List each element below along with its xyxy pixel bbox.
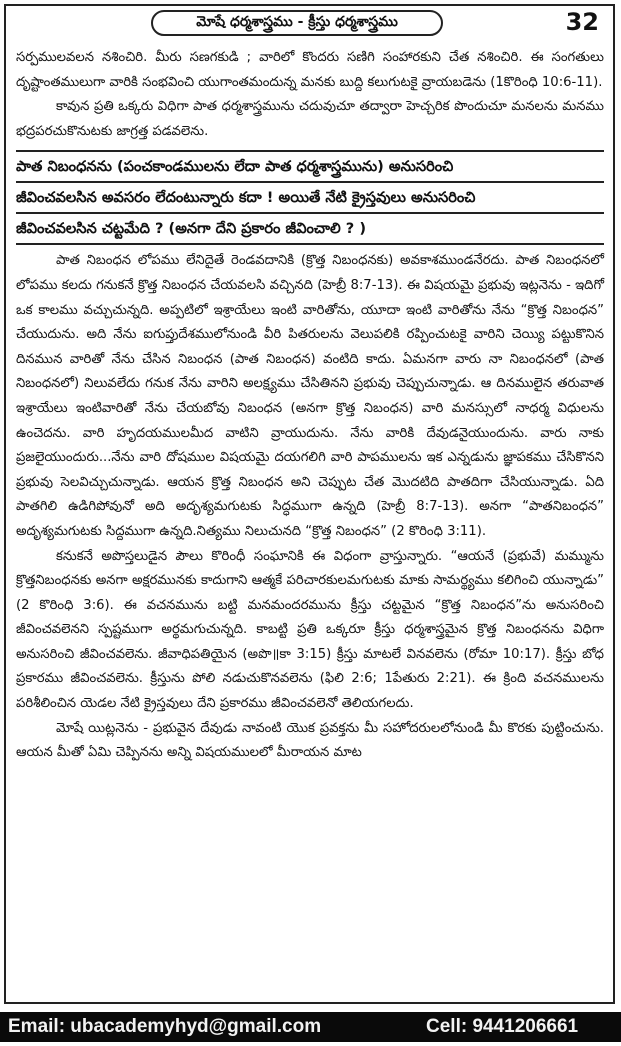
footer-email: Email: ubacademyhyd@gmail.com bbox=[8, 1016, 322, 1037]
highlight-question bbox=[16, 150, 604, 245]
page-number: 32 bbox=[565, 8, 599, 36]
page-header bbox=[6, 6, 613, 38]
document-page bbox=[4, 4, 615, 1004]
contact-footer bbox=[0, 1012, 621, 1042]
footer-cell: Cell: 9441206661 bbox=[426, 1016, 579, 1037]
paragraph-1: సర్పములవలన నశించిరి. మీరు సణగకుడి ; వారిలో కొందరు సణిగి సంహారకుని చేత నశించిరి. ఈ సంగతులు దృష్టాంతములుగా వారికి సంభవించి యుగాంతమందున్న మనకు బుద్ది కలుగుటకై వ్రాయబడెను (1కొరింధి 10:6-11). bbox=[16, 50, 604, 90]
paragraph-2: కావున ప్రతి ఒక్కరు విధిగా పాత ధర్మశాస్త్రమును చదువుచూ తద్వారా హెచ్చరిక పొందుచూ మనలను మనము భద్రపరచుకొనుటకు జాగ్రత్త పడవలెను. bbox=[16, 99, 604, 139]
paragraph-3: పాత నిబంధన లోపము లేనిదైతే రెండవదానికి (క్రొత్త నిబంధనకు) అవకాశముండనేరదు. పాత నిబంధనలో లోపము కలదు గనుకనే క్రొత్త నిబంధన చేయవలసి వచ్చినది (హెబ్రీ 8:7-13). ఈ విషయమై ప్రభువు ఇట్లనెను - ఇదిగో ఒక కాలము వచ్చుచున్నది. అప్పటిలో ఇశ్రాయేలు ఇంటి వారితోను, యూదా ఇంటి వారితోను నేను “క్రొత్త నిబంధన” చేయుదును. అది నేను ఐగుప్తుదేశములోనుండి వీరి పితరులను వెలుపలికి రప్పించుటకై వారిని చెయ్యి పట్టుకొనిన దినమున వారితో నేను చేసిన నిబంధన (పాత నిబంధన) వంటిది కాదు. ఏమనగా వారు నా నిబంధనలో (పాత నిబంధనలో) నిలువలేదు గనుక నేను వారిని అలక్ష్యము చేసితినని ప్రభువు చెప్పుచున్నాడు. ఆ దినములైన తరువాత ఇశ్రాయేలు ఇంటివారితో నేను చేయబోవు నిబంధన (అనగా క్రొత్త నిబంధన) వారి మనస్సులో నాధర్మ విధులను ఉంచెదను. వారి హృదయములమీద వాటిని వ్రాయుదును. నేను వారికి దేవుడనైయుందును. వారు నాకు ప్రజలైయుందురు...నేను వారి దోషముల విషయమై దయగలిగి వారి పాపములను ఇక ఎన్నడును జ్ఞాపకము చేసికొనని ప్రభువు సెలవిచ్చుచున్నాడు. ఆయన క్రొత్త నిబంధన అని చెప్పుట చేత మొదటిది పాతదిగా చేసియున్నాడు. ఏది పాతగిలి ఉడిగిపోవునో అది అదృశ్యమగుటకు సిద్ధముగా ఉన్నది (హెబ్రీ 8:7-13). అనగా “పాతనిబంధన” అదృశ్యమగుటకు సిద్దముగా ఉన్నది.నిత్యము నిలుచునది “క్రొత్త నిబంధన” (2 కొరింధి 3:11). bbox=[16, 253, 604, 539]
page-title: మోషే ధర్మశాస్త్రము - క్రీస్తు ధర్మశాస్త్రము bbox=[151, 10, 443, 36]
page-body bbox=[16, 46, 604, 766]
highlight-line-2: జీవించవలసిన అవసరం లేదంటున్నారు కదా ! అయితే నేటి క్రైస్తవులు అనుసరించి bbox=[16, 183, 604, 214]
paragraph-4: కనుకనే అపొస్తలుడైన పౌలు కొరింధీ సంఘానికి ఈ విధంగా వ్రాస్తున్నారు. “ఆయనే (ప్రభువే) మమ్మును క్రొత్తనిబంధనకు అనగా అక్షరమునకు కాదుగాని ఆత్మకే పరిచారకులమగుటకు మాకు సామర్థ్యము కలిగించి యున్నాడు” (2 కొరింధి 3:6). ఈ వచనమును బట్టి మనమందరమును క్రీస్తు చట్టమైన “క్రొత్త నిబంధన”ను అనుసరించి జీవించవలెనని స్పష్టముగా అర్థమగుచున్నది. కాబట్టి ప్రతి ఒక్కరూ క్రీస్తు ధర్మశాస్త్రమైన క్రొత్త నిబంధనను విధిగా అనుసరించి జీవించవలెను. జీవాధిపతియైన (అపొ॥కా 3:15) క్రీస్తు మాటలే వినవలెను (రోమా 10:17). క్రీస్తు బోధ ప్రకారము జీవించవలెను. క్రీస్తును పోలి నడుచుకొనవలెను (ఫిలి 2:6; 1పేతురు 2:21). ఈ క్రింది వచనములను పరిశీలించిన యెడల నేటి క్రైస్తవులు దేని ప్రకారము జీవించవలెనో తెలియగలదు. bbox=[16, 548, 604, 712]
paragraph-5: మోషే యిట్లనెను - ప్రభువైన దేవుడు నావంటి యొక ప్రవక్తను మీ సహోదరులలోనుండి మీ కొరకు పుట్టించును. ఆయన మీతో ఏమి చెప్పినను అన్ని విషయములలో మీరాయన మాట bbox=[16, 720, 604, 761]
highlight-line-3: జీవించవలసిన చట్టమేది ? (అనగా దేని ప్రకారం జీవించాలి ? ) bbox=[16, 214, 604, 245]
highlight-line-1: పాత నిబంధనను (పంచకాండములను లేదా పాత ధర్మశాస్త్రమును) అనుసరించి bbox=[16, 150, 604, 183]
